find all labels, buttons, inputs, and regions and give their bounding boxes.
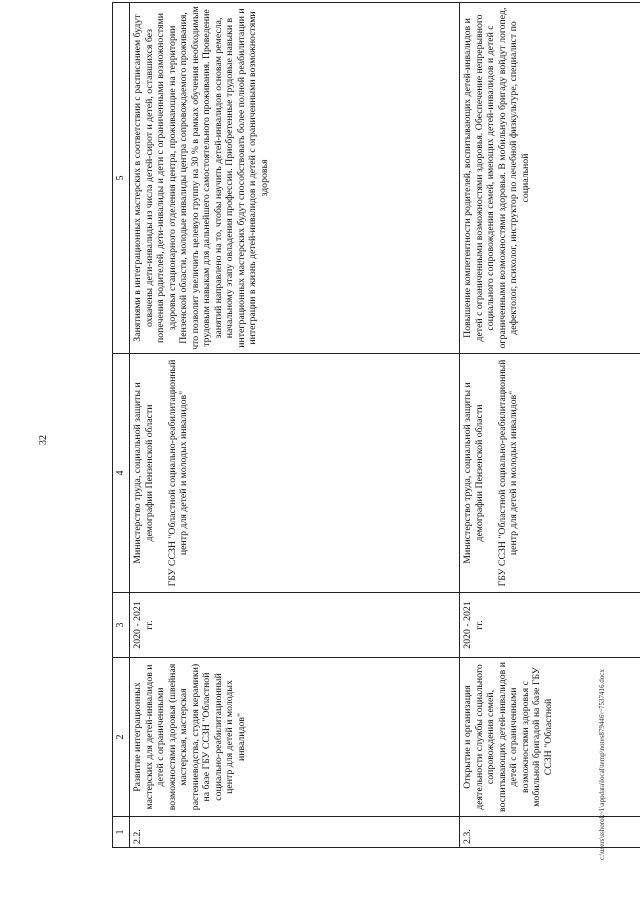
program-activities-table (112, 2, 640, 848)
period: 2020 - 2021 гг. (130, 593, 460, 658)
header-col-2: 2 (113, 658, 130, 817)
responsible-organization: Министерство труда, социальной защиты и демографии Пензенской области ГБУ ССЗН "Областной социально-реабилитационный центр для детей и молодых инвалидов" (130, 354, 460, 593)
header-col-5: 5 (113, 3, 130, 354)
header-col-1: 1 (113, 817, 130, 848)
page-number: 32 (38, 435, 49, 445)
period: 2020 - 2021 гг. (460, 593, 640, 658)
activity-description: Открытие и организация деятельности службы социального сопровождения семей, воспитывающих детей-инвалидов и детей с ограниченными возможностями здоровья с мобильной бригадой на базе ГБУ ССЗН "Областной (460, 658, 640, 817)
expected-result: Занятиями в интеграционных мастерских в соответствии с расписанием будут охвачены дети-инвалиды из числа детей-сирот и детей, оставшихся без попечения родителей, дети-инвалиды и дети с ограниченными возможностями здоровья стационарного отделения центра, проживающие на территории Пензенской области, молодые инвалиды центра сопровождаемого проживания, что позволит увеличить целевую группу на 30 % в рамках обучения необходимым трудовым навыкам для дальнейшего самостоятельного проживания. Проведение занятий направлено на то, чтобы научить детей-инвалидов основам ремесла, начальному этапу овладения профессии. Приобретенные трудовые навыки в интеграционных мастерских будут способствовать более полной реабилитации и интеграции в жизнь детей-инвалидов и детей с ограниченными возможностями здоровья (130, 3, 460, 354)
expected-result: Повышение компетентности родителей, воспитывающих детей-инвалидов и детей с ограниченными возможностями здоровья. Обеспечение непрерывного социального сопровождения семей, имеющих детей-инвалидов и детей с ограниченными возможностями здоровья. В мобильную бригаду войдут логопед, дефектолог, психолог, инструктор по лечебной физкультуре, специалист по социальной (460, 3, 640, 354)
document-path-footer: c:\users\sshorok~1\appdata\local\temp\notes879446\~7537416.docx (598, 669, 606, 860)
row-number: 2.2. (130, 817, 460, 848)
document-table-container (112, 6, 640, 848)
responsible-organization: Министерство труда, социальной защиты и демографии Пензенской области ГБУ ССЗН "Областной социально-реабилитационный центр для детей и молодых инвалидов" (460, 354, 640, 593)
table-header-row (113, 3, 130, 848)
header-col-3: 3 (113, 593, 130, 658)
table-row (130, 3, 460, 848)
activity-description: Развитие интеграционных мастерских для детей-инвалидов и детей с ограниченными возможностями здоровья (швейная мастерская, мастерская растениеводства, студия керамики) на базе ГБУ ССЗН "Областной социально-реабилитационный центр для детей и молодых инвалидов" (130, 658, 460, 817)
table-row (460, 3, 640, 848)
row-number: 2.3. (460, 817, 640, 848)
header-col-4: 4 (113, 354, 130, 593)
